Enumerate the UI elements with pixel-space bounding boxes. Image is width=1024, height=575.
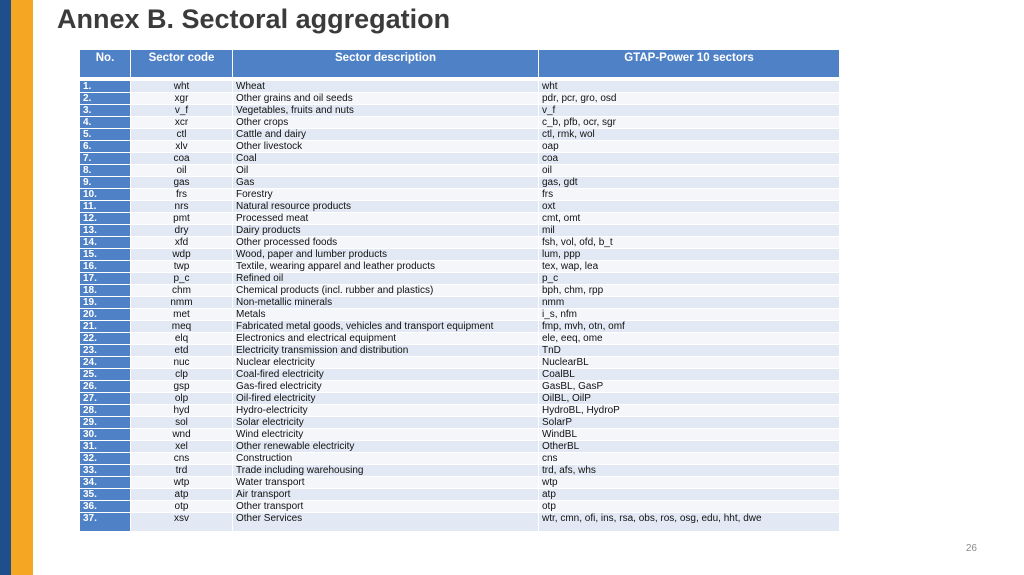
cell-sector-description: Other grains and oil seeds bbox=[233, 93, 539, 105]
cell-sector-description: Metals bbox=[233, 309, 539, 321]
cell-sector-description: Dairy products bbox=[233, 225, 539, 237]
cell-number: 13. bbox=[80, 225, 131, 237]
cell-number: 3. bbox=[80, 105, 131, 117]
cell-sector-code: hyd bbox=[131, 405, 233, 417]
table-row bbox=[80, 105, 840, 117]
table-body bbox=[80, 78, 840, 532]
cell-number: 33. bbox=[80, 465, 131, 477]
cell-number: 28. bbox=[80, 405, 131, 417]
cell-sector-description: Non-metallic minerals bbox=[233, 297, 539, 309]
cell-sector-code: nrs bbox=[131, 201, 233, 213]
cell-gtap-sectors: wtr, cmn, ofi, ins, rsa, obs, ros, osg, edu, hht, dwe bbox=[539, 513, 840, 532]
cell-sector-code: xgr bbox=[131, 93, 233, 105]
table-row bbox=[80, 501, 840, 513]
left-accent-gap bbox=[33, 0, 36, 575]
cell-sector-description: Other transport bbox=[233, 501, 539, 513]
table-row bbox=[80, 477, 840, 489]
cell-number: 37. bbox=[80, 513, 131, 532]
cell-number: 23. bbox=[80, 345, 131, 357]
cell-sector-description: Air transport bbox=[233, 489, 539, 501]
table-row bbox=[80, 369, 840, 381]
cell-sector-description: Oil-fired electricity bbox=[233, 393, 539, 405]
cell-gtap-sectors: cmt, omt bbox=[539, 213, 840, 225]
table-row bbox=[80, 117, 840, 129]
cell-number: 19. bbox=[80, 297, 131, 309]
table-row bbox=[80, 81, 840, 93]
cell-sector-description: Fabricated metal goods, vehicles and transport equipment bbox=[233, 321, 539, 333]
cell-sector-description: Hydro-electricity bbox=[233, 405, 539, 417]
cell-sector-code: gsp bbox=[131, 381, 233, 393]
cell-gtap-sectors: mil bbox=[539, 225, 840, 237]
table-row bbox=[80, 417, 840, 429]
cell-number: 1. bbox=[80, 81, 131, 93]
table-row bbox=[80, 261, 840, 273]
cell-sector-code: xlv bbox=[131, 141, 233, 153]
cell-sector-description: Other Services bbox=[233, 513, 539, 532]
cell-gtap-sectors: OilBL, OilP bbox=[539, 393, 840, 405]
cell-sector-code: nuc bbox=[131, 357, 233, 369]
cell-gtap-sectors: oxt bbox=[539, 201, 840, 213]
cell-sector-description: Gas bbox=[233, 177, 539, 189]
table-row bbox=[80, 285, 840, 297]
table-row bbox=[80, 297, 840, 309]
cell-number: 36. bbox=[80, 501, 131, 513]
cell-sector-description: Vegetables, fruits and nuts bbox=[233, 105, 539, 117]
cell-gtap-sectors: oil bbox=[539, 165, 840, 177]
table-row bbox=[80, 429, 840, 441]
cell-sector-description: Wind electricity bbox=[233, 429, 539, 441]
table-row bbox=[80, 333, 840, 345]
sector-aggregation-table bbox=[79, 49, 840, 531]
table-row bbox=[80, 405, 840, 417]
cell-number: 17. bbox=[80, 273, 131, 285]
cell-number: 7. bbox=[80, 153, 131, 165]
table-header-row bbox=[80, 50, 840, 78]
table-row bbox=[80, 201, 840, 213]
cell-sector-description: Water transport bbox=[233, 477, 539, 489]
header-sector-description: Sector description bbox=[233, 50, 539, 78]
table-row bbox=[80, 345, 840, 357]
cell-gtap-sectors: wht bbox=[539, 81, 840, 93]
cell-sector-description: Coal bbox=[233, 153, 539, 165]
cell-sector-code: met bbox=[131, 309, 233, 321]
cell-sector-code: v_f bbox=[131, 105, 233, 117]
cell-number: 2. bbox=[80, 93, 131, 105]
cell-number: 29. bbox=[80, 417, 131, 429]
cell-gtap-sectors: frs bbox=[539, 189, 840, 201]
cell-gtap-sectors: c_b, pfb, ocr, sgr bbox=[539, 117, 840, 129]
cell-gtap-sectors: atp bbox=[539, 489, 840, 501]
cell-sector-description: Trade including warehousing bbox=[233, 465, 539, 477]
cell-gtap-sectors: cns bbox=[539, 453, 840, 465]
header-no: No. bbox=[80, 50, 131, 78]
table-row bbox=[80, 249, 840, 261]
cell-gtap-sectors: otp bbox=[539, 501, 840, 513]
table-row bbox=[80, 357, 840, 369]
table-row bbox=[80, 93, 840, 105]
cell-gtap-sectors: oap bbox=[539, 141, 840, 153]
cell-sector-code: wdp bbox=[131, 249, 233, 261]
cell-gtap-sectors: nmm bbox=[539, 297, 840, 309]
cell-gtap-sectors: trd, afs, whs bbox=[539, 465, 840, 477]
table-row bbox=[80, 177, 840, 189]
cell-sector-description: Textile, wearing apparel and leather products bbox=[233, 261, 539, 273]
table-row bbox=[80, 165, 840, 177]
cell-sector-code: gas bbox=[131, 177, 233, 189]
cell-sector-description: Solar electricity bbox=[233, 417, 539, 429]
cell-number: 35. bbox=[80, 489, 131, 501]
cell-sector-description: Nuclear electricity bbox=[233, 357, 539, 369]
cell-gtap-sectors: v_f bbox=[539, 105, 840, 117]
cell-number: 9. bbox=[80, 177, 131, 189]
cell-sector-description: Refined oil bbox=[233, 273, 539, 285]
cell-number: 25. bbox=[80, 369, 131, 381]
cell-sector-code: xfd bbox=[131, 237, 233, 249]
cell-sector-description: Wood, paper and lumber products bbox=[233, 249, 539, 261]
cell-number: 22. bbox=[80, 333, 131, 345]
cell-gtap-sectors: HydroBL, HydroP bbox=[539, 405, 840, 417]
table-row bbox=[80, 513, 840, 532]
cell-number: 4. bbox=[80, 117, 131, 129]
cell-number: 8. bbox=[80, 165, 131, 177]
cell-sector-description: Processed meat bbox=[233, 213, 539, 225]
table-row bbox=[80, 453, 840, 465]
cell-sector-code: oil bbox=[131, 165, 233, 177]
cell-sector-code: wtp bbox=[131, 477, 233, 489]
cell-number: 15. bbox=[80, 249, 131, 261]
cell-sector-description: Chemical products (incl. rubber and plastics) bbox=[233, 285, 539, 297]
cell-number: 10. bbox=[80, 189, 131, 201]
cell-number: 5. bbox=[80, 129, 131, 141]
cell-gtap-sectors: bph, chm, rpp bbox=[539, 285, 840, 297]
table-row bbox=[80, 489, 840, 501]
cell-sector-description: Other processed foods bbox=[233, 237, 539, 249]
left-accent-bar-orange bbox=[11, 0, 33, 575]
cell-sector-description: Forestry bbox=[233, 189, 539, 201]
table-row bbox=[80, 225, 840, 237]
cell-number: 31. bbox=[80, 441, 131, 453]
cell-gtap-sectors: lum, ppp bbox=[539, 249, 840, 261]
cell-sector-description: Gas-fired electricity bbox=[233, 381, 539, 393]
cell-gtap-sectors: ctl, rmk, wol bbox=[539, 129, 840, 141]
cell-sector-code: etd bbox=[131, 345, 233, 357]
cell-gtap-sectors: tex, wap, lea bbox=[539, 261, 840, 273]
cell-gtap-sectors: wtp bbox=[539, 477, 840, 489]
cell-number: 32. bbox=[80, 453, 131, 465]
cell-sector-description: Cattle and dairy bbox=[233, 129, 539, 141]
cell-sector-code: ctl bbox=[131, 129, 233, 141]
cell-sector-code: clp bbox=[131, 369, 233, 381]
cell-gtap-sectors: SolarP bbox=[539, 417, 840, 429]
cell-gtap-sectors: fsh, vol, ofd, b_t bbox=[539, 237, 840, 249]
table-row bbox=[80, 309, 840, 321]
header-sector-code: Sector code bbox=[131, 50, 233, 78]
cell-sector-code: olp bbox=[131, 393, 233, 405]
cell-sector-code: elq bbox=[131, 333, 233, 345]
cell-sector-description: Electronics and electrical equipment bbox=[233, 333, 539, 345]
cell-sector-code: xel bbox=[131, 441, 233, 453]
header-gtap-power: GTAP-Power 10 sectors bbox=[539, 50, 840, 78]
table-row bbox=[80, 153, 840, 165]
cell-number: 30. bbox=[80, 429, 131, 441]
cell-sector-description: Other livestock bbox=[233, 141, 539, 153]
table-row bbox=[80, 465, 840, 477]
cell-number: 6. bbox=[80, 141, 131, 153]
cell-number: 34. bbox=[80, 477, 131, 489]
cell-number: 20. bbox=[80, 309, 131, 321]
cell-sector-code: frs bbox=[131, 189, 233, 201]
cell-sector-description: Natural resource products bbox=[233, 201, 539, 213]
cell-sector-code: sol bbox=[131, 417, 233, 429]
cell-sector-description: Electricity transmission and distribution bbox=[233, 345, 539, 357]
cell-sector-description: Other renewable electricity bbox=[233, 441, 539, 453]
cell-sector-code: otp bbox=[131, 501, 233, 513]
cell-gtap-sectors: p_c bbox=[539, 273, 840, 285]
cell-number: 27. bbox=[80, 393, 131, 405]
cell-gtap-sectors: OtherBL bbox=[539, 441, 840, 453]
table-row bbox=[80, 321, 840, 333]
cell-gtap-sectors: WindBL bbox=[539, 429, 840, 441]
cell-number: 18. bbox=[80, 285, 131, 297]
cell-sector-code: wht bbox=[131, 81, 233, 93]
cell-gtap-sectors: ele, eeq, ome bbox=[539, 333, 840, 345]
cell-number: 11. bbox=[80, 201, 131, 213]
cell-number: 16. bbox=[80, 261, 131, 273]
page-number: 26 bbox=[965, 543, 977, 554]
cell-sector-description: Construction bbox=[233, 453, 539, 465]
table-row bbox=[80, 441, 840, 453]
cell-sector-code: trd bbox=[131, 465, 233, 477]
cell-sector-code: chm bbox=[131, 285, 233, 297]
table-row bbox=[80, 189, 840, 201]
cell-sector-code: dry bbox=[131, 225, 233, 237]
cell-sector-description: Wheat bbox=[233, 81, 539, 93]
cell-sector-code: wnd bbox=[131, 429, 233, 441]
cell-gtap-sectors: NuclearBL bbox=[539, 357, 840, 369]
cell-sector-code: coa bbox=[131, 153, 233, 165]
cell-sector-description: Oil bbox=[233, 165, 539, 177]
cell-number: 12. bbox=[80, 213, 131, 225]
cell-sector-code: cns bbox=[131, 453, 233, 465]
table-row bbox=[80, 273, 840, 285]
cell-sector-code: nmm bbox=[131, 297, 233, 309]
table-row bbox=[80, 141, 840, 153]
cell-sector-code: xcr bbox=[131, 117, 233, 129]
cell-gtap-sectors: GasBL, GasP bbox=[539, 381, 840, 393]
cell-gtap-sectors: i_s, nfm bbox=[539, 309, 840, 321]
cell-gtap-sectors: CoalBL bbox=[539, 369, 840, 381]
cell-gtap-sectors: pdr, pcr, gro, osd bbox=[539, 93, 840, 105]
table-row bbox=[80, 237, 840, 249]
cell-sector-description: Coal-fired electricity bbox=[233, 369, 539, 381]
cell-number: 26. bbox=[80, 381, 131, 393]
left-accent-bar-blue bbox=[0, 0, 11, 575]
cell-gtap-sectors: gas, gdt bbox=[539, 177, 840, 189]
cell-gtap-sectors: TnD bbox=[539, 345, 840, 357]
cell-gtap-sectors: coa bbox=[539, 153, 840, 165]
cell-sector-code: twp bbox=[131, 261, 233, 273]
cell-sector-code: pmt bbox=[131, 213, 233, 225]
table-row bbox=[80, 393, 840, 405]
cell-sector-code: p_c bbox=[131, 273, 233, 285]
cell-sector-code: atp bbox=[131, 489, 233, 501]
cell-number: 14. bbox=[80, 237, 131, 249]
cell-number: 24. bbox=[80, 357, 131, 369]
table-row bbox=[80, 381, 840, 393]
cell-gtap-sectors: fmp, mvh, otn, omf bbox=[539, 321, 840, 333]
cell-sector-code: meq bbox=[131, 321, 233, 333]
cell-sector-description: Other crops bbox=[233, 117, 539, 129]
cell-sector-code: xsv bbox=[131, 513, 233, 532]
table-row bbox=[80, 213, 840, 225]
cell-number: 21. bbox=[80, 321, 131, 333]
table-row bbox=[80, 129, 840, 141]
slide-title: Annex B. Sectoral aggregation bbox=[57, 4, 451, 34]
